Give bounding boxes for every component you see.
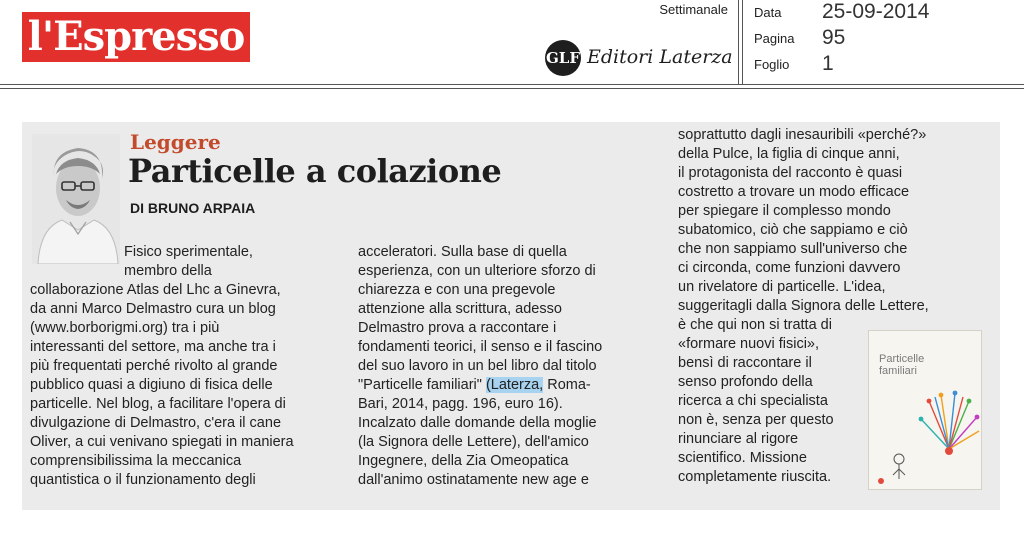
text-line: scientifico. Missione — [678, 450, 807, 466]
text-line: attenzione alla scrittura, adesso — [358, 301, 562, 317]
text-line: costretto a trovare un modo efficace — [678, 184, 910, 200]
text-line: subatomico, ciò che sappiamo e ciò — [678, 222, 908, 238]
text-line: quantistica o il funzionamento degli — [30, 472, 256, 488]
laterza-logo-icon: GLF — [545, 40, 581, 76]
meta-label: Foglio — [754, 57, 790, 72]
article-byline: DI BRUNO ARPAIA — [130, 200, 256, 216]
meta-value: 1 — [822, 52, 834, 75]
text-line: pubblico quasi a digiuno di fisica delle — [30, 377, 273, 393]
text-line: interessanti del settore, ma anche tra i — [30, 339, 276, 355]
text-line: fondamenti teorici, il senso e il fascino — [358, 339, 603, 355]
text-line: bensì di raccontare il — [678, 355, 812, 371]
publisher-name: Editori Laterza — [587, 46, 733, 68]
text-line-with-highlight — [358, 376, 658, 395]
meta-label: Pagina — [754, 31, 795, 46]
text-line: senso profondo della — [678, 374, 813, 390]
article-kicker: Leggere — [130, 130, 221, 154]
text-line: completamente riuscita. — [678, 469, 832, 485]
text-line: acceleratori. Sulla base di quella — [358, 244, 567, 260]
text-line: ricerca a chi specialista — [678, 393, 828, 409]
text-line: per spiegare il complesso mondo — [678, 203, 891, 219]
text-line: più frequentati perché rivolto al grande — [30, 358, 278, 374]
text-line: Delmastro prova a raccontare i — [358, 320, 557, 336]
text-line: Bari, 2014, pagg. 196, euro 16). — [358, 396, 563, 412]
text-line: collaborazione Atlas del Lhc a Ginevra, — [30, 282, 281, 298]
publication-frequency: Settimanale — [659, 2, 728, 17]
text-segment: Roma- — [543, 377, 591, 393]
highlighted-text: (Laterza, — [485, 377, 544, 393]
book-cover-title: Particelle familiari — [879, 353, 925, 377]
article-headline: Particelle a colazione — [128, 152, 502, 190]
article-column-2 — [358, 243, 658, 490]
text-line: Ingegnere, della Zia Omeopatica — [358, 453, 569, 469]
text-line: rinunciare al rigore — [678, 431, 799, 447]
header-rule — [0, 84, 1024, 85]
text-line: suggeritagli dalla Signora delle Lettere, — [678, 298, 929, 314]
text-line: esperienza, con un ulteriore sforzo di — [358, 263, 596, 279]
text-line: soprattutto dagli inesauribili «perché?» — [678, 127, 927, 143]
text-line: Incalzato dalle domande della moglie — [358, 415, 597, 431]
meta-value: 25-09-2014 — [822, 0, 930, 23]
meta-label: Data — [754, 5, 782, 20]
text-line: Fisico sperimentale, — [124, 244, 253, 260]
publisher-block — [545, 40, 735, 76]
text-line: il protagonista del racconto è quasi — [678, 165, 903, 181]
header-rule — [0, 88, 1024, 89]
text-line: è che qui non si tratta di — [678, 317, 832, 333]
text-line: dall'animo ostinatamente new age e — [358, 472, 589, 488]
text-line: particelle. Nel blog, a facilitare l'opera di — [30, 396, 286, 412]
text-line: Oliver, a cui venivano spiegati in maniera — [30, 434, 294, 450]
text-line: da anni Marco Delmastro cura un blog — [30, 301, 276, 317]
text-line: non è, senza per questo — [678, 412, 834, 428]
clipping-header — [0, 0, 1024, 90]
text-line: divulgazione di Delmastro, c'era il cane — [30, 415, 282, 431]
text-line: membro della — [124, 263, 212, 279]
header-divider — [742, 0, 743, 84]
article-column-1 — [30, 243, 330, 490]
text-line: ci circonda, come funzioni davvero — [678, 260, 901, 276]
espresso-logo: l'Espresso — [22, 12, 250, 62]
article-clipping — [22, 122, 1000, 510]
book-cover — [868, 330, 982, 490]
text-line: (la Signora delle Lettere), dell'amico — [358, 434, 589, 450]
text-line: (www.borborigmi.org) tra i più — [30, 320, 220, 336]
text-line: chiarezza e con una pregevole — [358, 282, 556, 298]
text-line: della Pulce, la figlia di cinque anni, — [678, 146, 900, 162]
text-line: un rivelatore di particelle. L'idea, — [678, 279, 886, 295]
text-line: comprensibilissima la meccanica — [30, 453, 242, 469]
text-line: del suo lavoro in un bel libro dal titolo — [358, 358, 597, 374]
text-line: che non sappiamo sull'universo che — [678, 241, 908, 257]
text-line: «formare nuovi fisici», — [678, 336, 820, 352]
text-segment: "Particelle familiari" — [358, 377, 482, 393]
meta-value: 95 — [822, 26, 846, 49]
header-divider — [738, 0, 739, 84]
